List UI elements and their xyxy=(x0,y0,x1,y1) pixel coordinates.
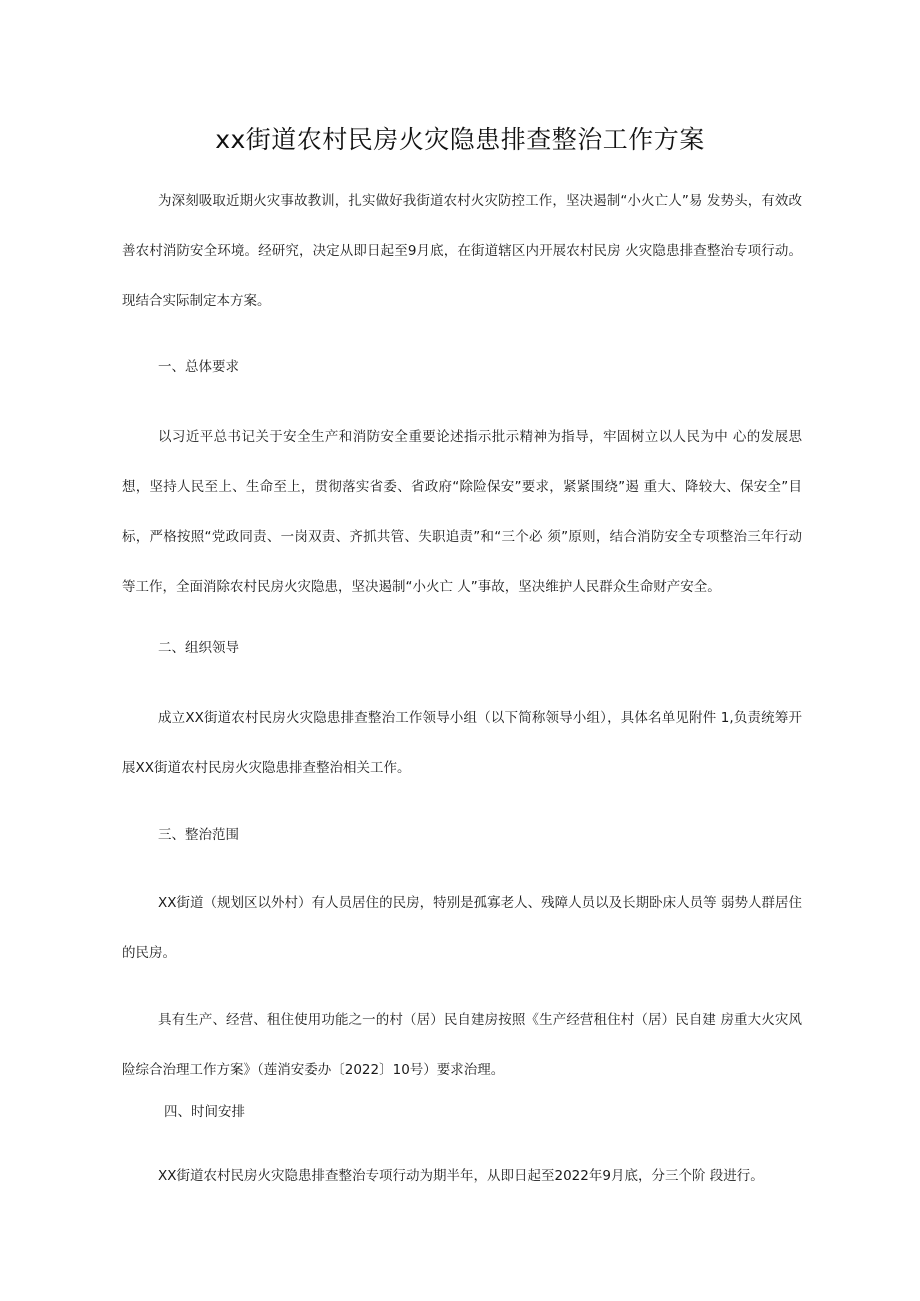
section-paragraph-schedule: XX街道农村民房火灾隐患排查整治专项行动为期半年，从即日起至2022年9月底，分三个阶 段进行。 xyxy=(158,1168,764,1184)
section-heading-general-requirements: 一、总体要求 xyxy=(158,359,239,375)
section-paragraph-scope-2: 具有生产、经营、租住使用功能之一的村（居）民自建房按照《生产经营租住村（居）民自建 房重大火灾风险综合治理工作方案》（莲消安委办〔2022〕10号）要求治理。 xyxy=(122,1012,802,1078)
section-heading-organization: 二、组织领导 xyxy=(158,640,239,656)
section-heading-scope: 三、整治范围 xyxy=(158,827,239,843)
section-paragraph-organization: 成立XX街道农村民房火灾隐患排查整治工作领导小组（以下简称领导小组），具体名单见附件 1,负责统筹开展XX街道农村民房火灾隐患排查整治相关工作。 xyxy=(122,710,802,776)
intro-paragraph: 为深刻吸取近期火灾事故教训，扎实做好我街道农村火灾防控工作，坚决遏制“小火亡人”易 发势头，有效改善农村消防安全环境。经研究，决定从即日起至9月底，在街道辖区内开展农村民房 火灾隐患排查整治专项行动。现结合实际制定本方案。 xyxy=(122,193,802,309)
section-heading-schedule: 四、时间安排 xyxy=(164,1104,245,1120)
section-paragraph-general-requirements: 以习近平总书记关于安全生产和消防安全重要论述指示批示精神为指导，牢固树立以人民为中 心的发展思想，坚持人民至上、生命至上，贯彻落实省委、省政府“除险保安”要求，紧紧围绕”遏 重大、降较大、保安全”目标，严格按照“党政同责、一岗双责、齐抓共管、失职追责”和“三个必 须”原则，结合消防安全专项整治三年行动等工作，全面消除农村民房火灾隐患，坚决遏制“小火亡 人”事故，坚决维护人民群众生命财产安全。 xyxy=(122,429,802,595)
section-paragraph-scope-1: XX街道（规划区以外村）有人员居住的民房，特别是孤寡老人、残障人员以及长期卧床人员等 弱势人群居住的民房。 xyxy=(122,895,802,961)
document-title: xx街道农村民房火灾隐患排查整治工作方案 xyxy=(215,125,705,154)
